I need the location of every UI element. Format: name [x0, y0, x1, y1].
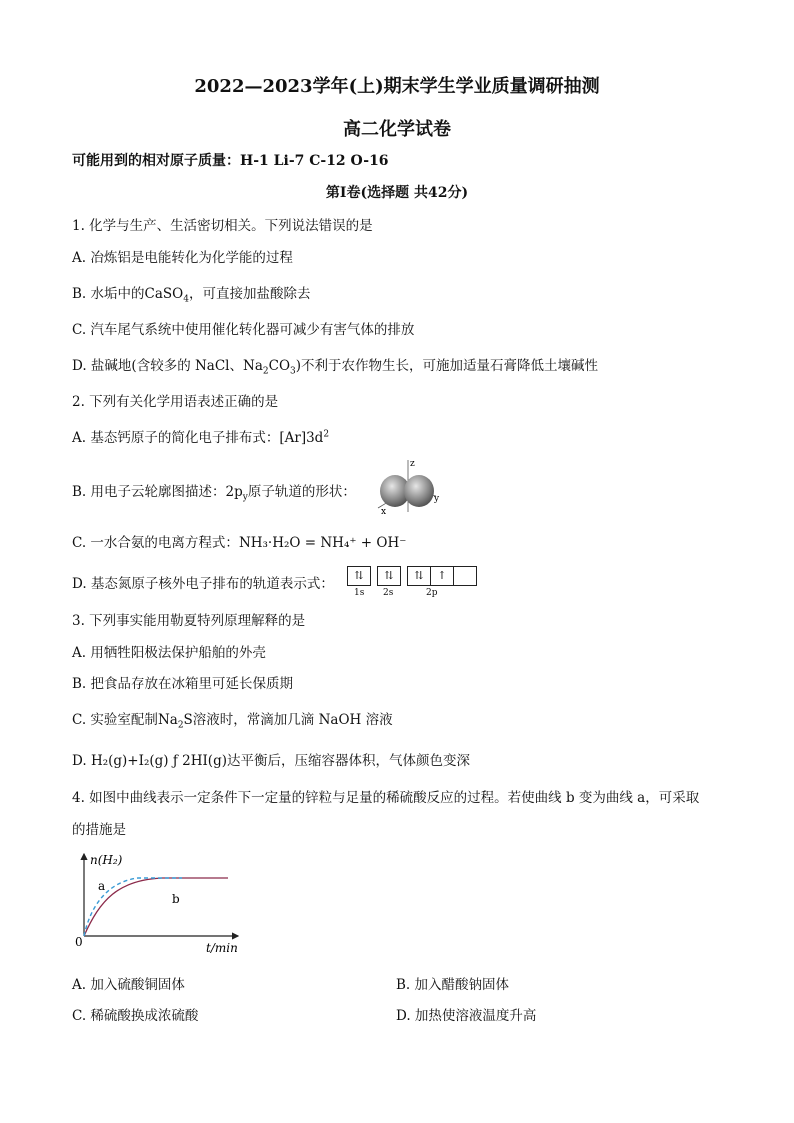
q1-b-sub: 4	[183, 294, 189, 305]
orbital-label-2p: 2p	[426, 588, 438, 598]
section-heading: 第Ⅰ卷(选择题 共42分)	[325, 185, 469, 201]
q1-d-pre: D. 盐碱地(含较多的 NaCl、	[72, 358, 243, 374]
q3-stem: 3. 下列事实能用勒夏特列原理解释的是	[72, 613, 306, 629]
curve-b-label: b	[172, 892, 180, 906]
p-orbital-image	[368, 456, 448, 518]
q3-c-pre: C. 实验室配制	[72, 712, 158, 728]
q2-option-c	[72, 531, 406, 551]
q3-c-sub: 2	[177, 720, 184, 731]
q3-option-d	[72, 749, 470, 769]
curve-b	[84, 878, 228, 936]
exam-title: 2022—2023学年(上)期末学生学业质量调研抽测	[194, 76, 600, 97]
orbital-lobe-right	[404, 475, 434, 507]
q2-a-pre: A. 基态钙原子的简化电子排布式：	[72, 430, 280, 446]
q3-d-post: 达平衡后，压缩容器体积，气体颜色变深	[226, 753, 470, 769]
orbital-label-1s: 1s	[354, 588, 365, 598]
q1-d-sub1: 2	[262, 366, 269, 377]
q1-b-pre: B. 水垢中的	[72, 286, 145, 302]
q1-d-sub2: 3	[290, 366, 296, 377]
q4-option-d: D. 加热使溶液温度升高	[396, 1008, 537, 1024]
curve-a-label: a	[98, 879, 106, 893]
q2-b-pre: B. 用电子云轮廓图描述：	[72, 484, 226, 500]
q3-option-c	[72, 708, 393, 731]
z-axis-label: z	[410, 459, 415, 469]
q1-b-chem: CaSO	[144, 286, 184, 302]
q3-d-pre: D.	[72, 753, 91, 769]
q2-d-pre: D. 基态氮原子核外电子排布的轨道表示式：	[72, 576, 334, 592]
orbital-2s	[377, 566, 401, 586]
origin-label: 0	[75, 935, 83, 949]
q2-c-pre: C. 一水合氨的电离方程式：	[72, 535, 239, 551]
q2-b-sub: y	[242, 492, 248, 503]
q4-option-a: A. 加入硫酸铜固体	[72, 977, 185, 993]
q2-a-formula: [Ar]3d	[279, 430, 324, 446]
atomic-masses: 可能用到的相对原子质量：H-1 Li-7 C-12 O-16	[72, 153, 389, 169]
q1-option-c: C. 汽车尾气系统中使用催化转化器可减少有害气体的排放	[72, 322, 415, 338]
y-axis-label: y	[434, 494, 440, 504]
y-axis-label: n(H₂)	[90, 853, 123, 867]
exam-subtitle: 高二化学试卷	[343, 119, 451, 140]
orbital-label-2s: 2s	[383, 588, 394, 598]
orbital-box: ⇅	[407, 566, 431, 586]
q2-b-orb: 2p	[225, 484, 243, 500]
q3-option-a: A. 用牺牲阳极法保护船舶的外壳	[72, 645, 266, 661]
q2-b-post: 原子轨道的形状：	[247, 484, 356, 500]
q3-d-eq: H₂(g)+I₂(g) ƒ 2HI(g)	[90, 753, 227, 769]
q1-stem: 1. 化学与生产、生活密切相关。下列说法错误的是	[72, 218, 373, 234]
q2-a-sup: 2	[323, 429, 330, 440]
q1-d-post: )不利于农作物生长，可施加适量石膏降低土壤碱性	[295, 358, 599, 374]
q2-option-b	[72, 480, 356, 503]
q1-option-b	[72, 282, 310, 305]
q1-option-d	[72, 354, 598, 377]
x-axis-label: t/min	[206, 941, 238, 955]
q3-option-b: B. 把食品存放在冰箱里可延长保质期	[72, 676, 294, 692]
orbital-box: ⇅	[347, 566, 371, 586]
q2-option-a	[72, 426, 329, 446]
orbital-2p	[407, 566, 477, 586]
q2-stem: 2. 下列有关化学用语表述正确的是	[72, 394, 279, 410]
h2-curve-chart	[72, 848, 252, 956]
q3-c-chem2: S	[183, 712, 193, 728]
orbital-diagram	[347, 566, 483, 586]
q1-d-chem2: CO	[268, 358, 291, 374]
orbital-box	[454, 566, 477, 586]
q4-option-c: C. 稀硫酸换成浓硫酸	[72, 1008, 199, 1024]
q1-b-post: ，可直接加盐酸除去	[188, 286, 311, 302]
x-axis-label: x	[381, 507, 387, 517]
orbital-1s	[347, 566, 371, 586]
q4-stem-line2: 的措施是	[72, 822, 126, 838]
q2-c-eq: NH₃·H₂O = NH₄⁺ + OH⁻	[238, 535, 407, 551]
q4-stem-line1: 4. 如图中曲线表示一定条件下一定量的锌粒与足量的稀硫酸反应的过程。若使曲线 b 变为曲线 a，可采取	[72, 790, 700, 806]
q3-c-chem: Na	[157, 712, 178, 728]
orbital-box: ⇅	[377, 566, 401, 586]
orbital-box: ↑	[431, 566, 454, 586]
q2-option-d	[72, 572, 334, 592]
q4-option-b: B. 加入醋酸钠固体	[396, 977, 510, 993]
q1-d-chem1: Na	[243, 358, 263, 374]
q1-option-a: A. 冶炼铝是电能转化为化学能的过程	[72, 250, 293, 266]
q3-c-post: 溶液时，常滴加几滴 NaOH 溶液	[192, 712, 393, 728]
